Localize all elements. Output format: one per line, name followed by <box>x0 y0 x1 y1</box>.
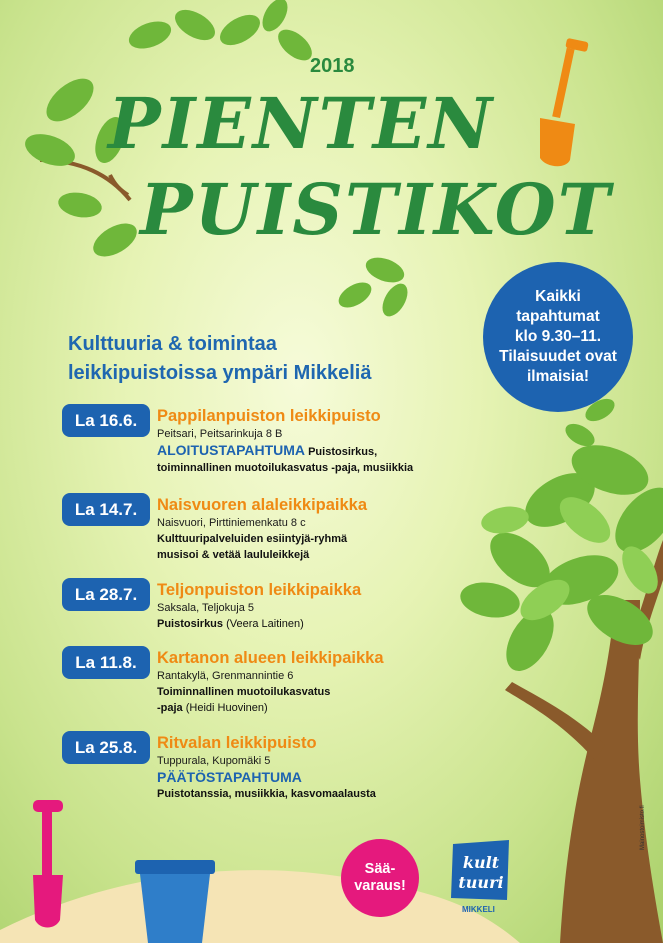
event-program: Puistotanssia, musiikkia, kasvomaalausta <box>157 788 376 800</box>
event-address: , Kupomäki 5 <box>206 755 271 767</box>
event-program: Toiminnallinen muotoilukasvatus <box>157 686 331 698</box>
event-date-badge: La 28.7. <box>62 578 150 611</box>
event-heading: ALOITUSTAPAHTUMA <box>157 442 306 458</box>
event-date-badge: La 16.6. <box>62 404 150 437</box>
event-district: Tuppurala <box>157 755 207 767</box>
event-venue: Pappilanpuiston leikkipuisto <box>157 407 381 425</box>
event-address: , Teljokuja 5 <box>196 602 255 614</box>
event-date-badge: La 14.7. <box>62 493 150 526</box>
event-details <box>157 648 537 716</box>
bucket-icon <box>135 860 215 943</box>
event-heading-row <box>157 442 537 460</box>
logo-text-top: kult <box>462 853 500 872</box>
event-address: , Grenmannintie 6 <box>205 670 294 682</box>
event-program-main: Puistosirkus <box>157 618 224 630</box>
event-program: musisoi & vetää laululeikkejä <box>157 549 310 561</box>
logo-caption: MIKKELI <box>462 905 495 914</box>
event-address: , Pirttiniemenkatu 8 c <box>202 517 306 529</box>
event-district: Saksala <box>157 602 197 614</box>
subtitle <box>68 330 508 388</box>
info-line: klo 9.30–11. <box>514 328 602 345</box>
kulttuuri-logo <box>449 838 513 908</box>
info-line: tapahtumat <box>516 308 600 325</box>
event-details <box>157 580 537 632</box>
weather-line: Sää- <box>364 861 396 877</box>
event-performer: (Veera Laitinen) <box>223 618 304 630</box>
event-venue: Ritvalan leikkipuisto <box>157 734 317 752</box>
event-details <box>157 733 537 802</box>
event-program <box>157 616 537 632</box>
event-district: Rantakylä <box>157 670 206 682</box>
event-address: , Peitsarinkuja 8 B <box>193 428 283 440</box>
toy-shovel-icon <box>33 800 63 928</box>
info-line: Kaikki <box>535 288 581 305</box>
info-line: Tilaisuudet ovat <box>499 348 617 365</box>
event-program: Kulttuuripalveluiden esiintyjä-ryhmä <box>157 533 348 545</box>
event-program: toiminnallinen muotoilukasvatus -paja, musiikkia <box>157 462 414 474</box>
title-line-1: PIENTEN <box>108 82 495 165</box>
event-date-badge: La 25.8. <box>62 731 150 764</box>
event-date-badge: La 11.8. <box>62 646 150 679</box>
event-details <box>157 495 537 563</box>
shovel-icon <box>540 38 589 166</box>
sand-mound <box>0 870 520 943</box>
logo-text-bottom: tuuri <box>458 873 504 892</box>
event-district: Naisvuori <box>157 517 203 529</box>
event-heading: PÄÄTÖSTAPAHTUMA <box>157 769 302 785</box>
event-location <box>157 515 537 531</box>
subtitle-line-2: leikkipuistoissa ympäri Mikkeliä <box>68 362 372 384</box>
event-program <box>157 700 537 716</box>
info-line: ilmaisia! <box>526 368 590 385</box>
event-program-main: -paja <box>157 702 183 714</box>
event-venue: Naisvuoren alaleikkipaikka <box>157 496 368 514</box>
weather-line: varaus! <box>354 878 406 894</box>
event-location <box>157 600 537 616</box>
event-performer: (Heidi Huovinen) <box>182 702 268 714</box>
event-heading-tail: Puistosirkus, <box>305 446 378 458</box>
event-details <box>157 406 537 476</box>
event-location <box>157 668 537 684</box>
event-venue: Teljonpuiston leikkipaikka <box>157 581 362 599</box>
year-label: 2018 <box>310 55 355 77</box>
event-venue: Kartanon alueen leikkipaikka <box>157 649 384 667</box>
design-credit: Mainostoimisto.fi <box>640 805 646 850</box>
event-location <box>157 753 537 769</box>
tree-trunk <box>560 600 663 943</box>
event-district: Peitsari <box>157 428 194 440</box>
subtitle-line-1: Kulttuuria & toimintaa <box>68 333 277 355</box>
info-badge <box>483 262 633 412</box>
weather-badge <box>341 839 419 917</box>
event-location <box>157 426 537 442</box>
title-line-2: PUISTIKOT <box>140 168 612 251</box>
